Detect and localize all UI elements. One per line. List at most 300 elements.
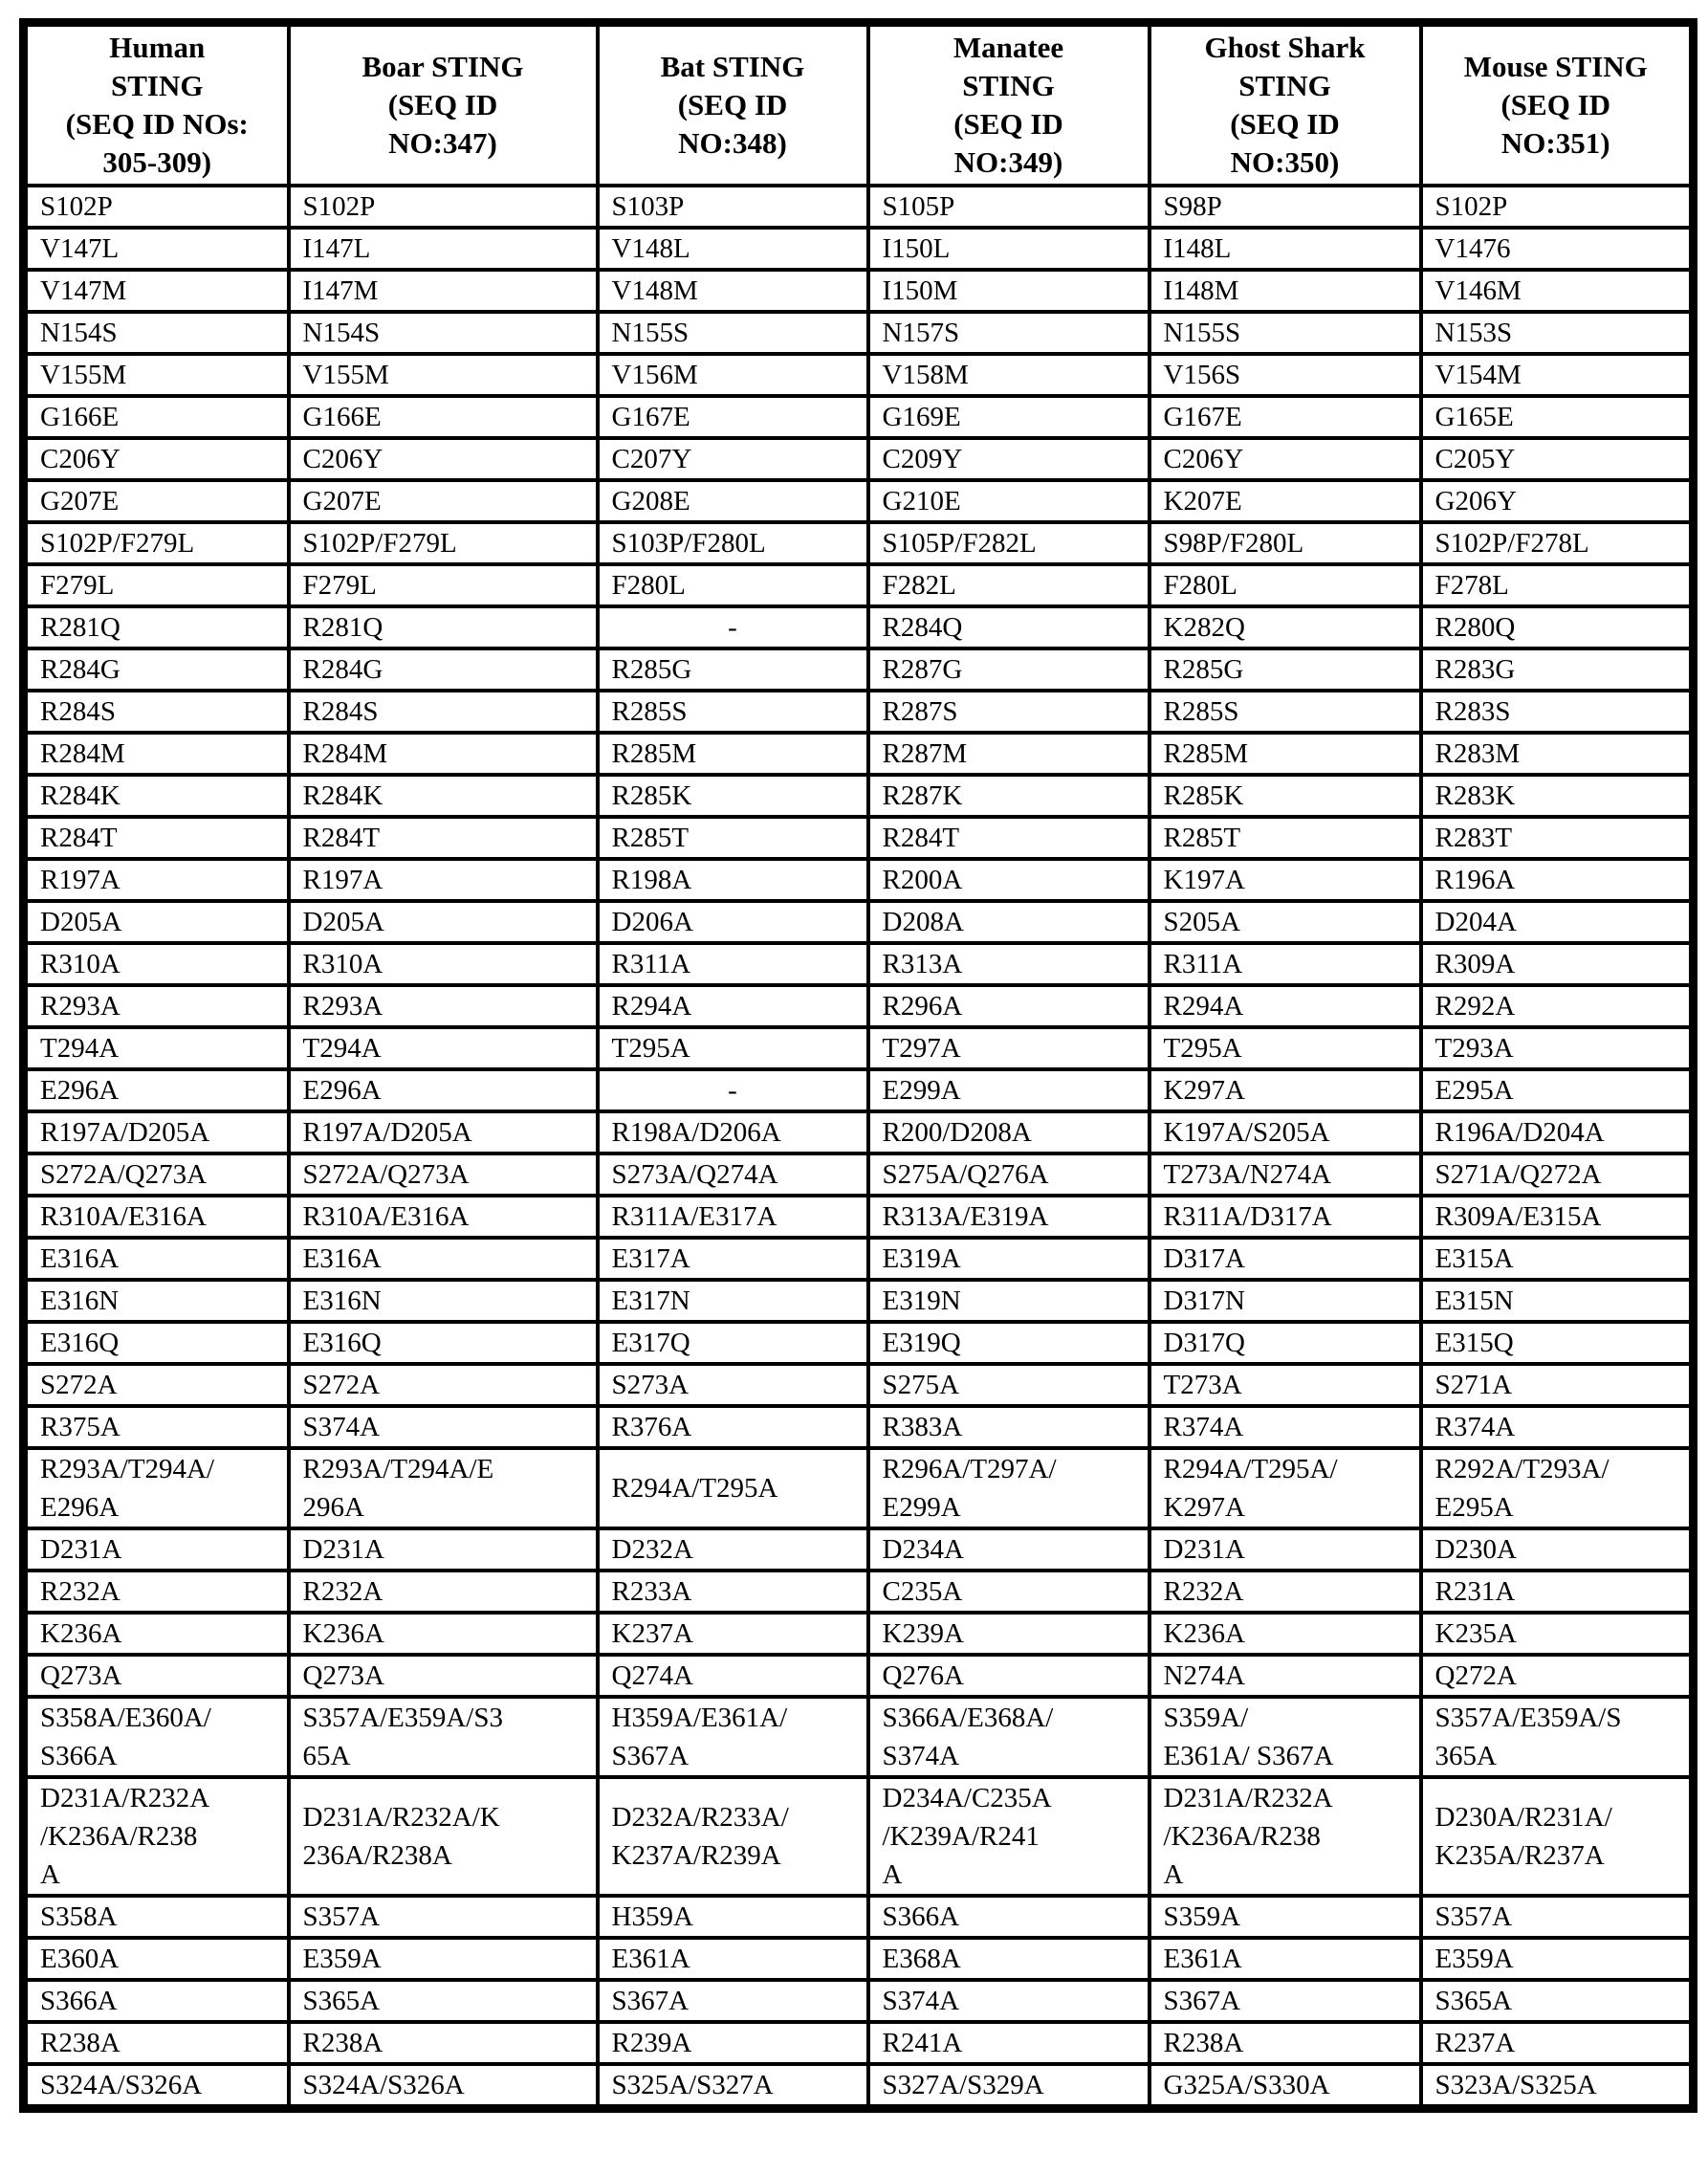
table-cell: R287M: [868, 733, 1150, 775]
table-cell: R310A/E316A: [24, 1196, 289, 1238]
table-cell: E368A: [868, 1938, 1150, 1980]
table-cell: S367A: [1150, 1980, 1421, 2022]
table-cell: E316A: [24, 1238, 289, 1280]
table-cell: D231A/R232A/K 236A/R238A: [289, 1777, 598, 1896]
table-cell: D230A: [1421, 1528, 1694, 1571]
table-cell: R309A: [1421, 943, 1694, 985]
table-cell: R284T: [289, 817, 598, 859]
table-cell: D232A: [598, 1528, 868, 1571]
table-row: [24, 1777, 1694, 1896]
table-cell: R287G: [868, 648, 1150, 691]
table-cell: K239A: [868, 1613, 1150, 1655]
table-row: [24, 1528, 1694, 1571]
table-cell: T273A/N274A: [1150, 1153, 1421, 1196]
table-cell: R285K: [1150, 775, 1421, 817]
table-cell: F279L: [24, 564, 289, 606]
table-cell: E295A: [1421, 1069, 1694, 1111]
table-cell: R283T: [1421, 817, 1694, 859]
table-row: [24, 859, 1694, 901]
table-cell: E316Q: [289, 1322, 598, 1364]
table-cell: R239A: [598, 2022, 868, 2064]
table-cell: R283M: [1421, 733, 1694, 775]
table-cell: R232A: [24, 1571, 289, 1613]
table-cell: R197A/D205A: [289, 1111, 598, 1153]
table-cell: Q274A: [598, 1655, 868, 1697]
table-cell: E316A: [289, 1238, 598, 1280]
table-row: [24, 1027, 1694, 1069]
table-cell: V147M: [24, 270, 289, 312]
table-row: [24, 270, 1694, 312]
table-cell: R200A: [868, 859, 1150, 901]
table-row: [24, 1655, 1694, 1697]
table-cell: D231A: [24, 1528, 289, 1571]
table-cell: R296A: [868, 985, 1150, 1027]
table-cell: F280L: [1150, 564, 1421, 606]
table-cell: D205A: [289, 901, 598, 943]
table-row: [24, 480, 1694, 522]
table-cell: S272A/Q273A: [289, 1153, 598, 1196]
table-cell: S366A/E368A/ S374A: [868, 1697, 1150, 1777]
table-cell: R284S: [24, 691, 289, 733]
table-row: [24, 1697, 1694, 1777]
table-cell: N157S: [868, 312, 1150, 354]
table-cell: S324A/S326A: [289, 2064, 598, 2109]
table-cell: R285G: [1150, 648, 1421, 691]
table-cell: T297A: [868, 1027, 1150, 1069]
table-cell: S102P/F279L: [289, 522, 598, 564]
table-cell: C206Y: [24, 438, 289, 480]
table-cell: R285S: [598, 691, 868, 733]
table-cell: R196A: [1421, 859, 1694, 901]
table-cell: V156S: [1150, 354, 1421, 396]
table-cell: R283G: [1421, 648, 1694, 691]
table-cell: S357A: [289, 1896, 598, 1938]
table-cell: S327A/S329A: [868, 2064, 1150, 2109]
table-cell: V155M: [289, 354, 598, 396]
table-cell: E361A: [598, 1938, 868, 1980]
table-row: [24, 1406, 1694, 1448]
table-row: [24, 1938, 1694, 1980]
table-cell: S365A: [289, 1980, 598, 2022]
table-cell: N153S: [1421, 312, 1694, 354]
table-cell: S102P/F278L: [1421, 522, 1694, 564]
table-cell: R285T: [598, 817, 868, 859]
table-cell: G210E: [868, 480, 1150, 522]
table-cell: R292A/T293A/ E295A: [1421, 1448, 1694, 1528]
table-cell: S365A: [1421, 1980, 1694, 2022]
table-cell: T294A: [24, 1027, 289, 1069]
table-cell: E315N: [1421, 1280, 1694, 1322]
table-row: [24, 1069, 1694, 1111]
table-cell: E299A: [868, 1069, 1150, 1111]
table-cell: V148L: [598, 228, 868, 270]
table-cell: D317A: [1150, 1238, 1421, 1280]
table-cell: R374A: [1421, 1406, 1694, 1448]
table-cell: I150M: [868, 270, 1150, 312]
table-cell: R285K: [598, 775, 868, 817]
table-cell: R284Q: [868, 606, 1150, 648]
table-cell: R292A: [1421, 985, 1694, 1027]
table-row: [24, 775, 1694, 817]
table-cell: R310A: [24, 943, 289, 985]
table-cell: K197A: [1150, 859, 1421, 901]
table-row: [24, 1322, 1694, 1364]
table-cell: K236A: [1150, 1613, 1421, 1655]
table-cell: S324A/S326A: [24, 2064, 289, 2109]
table-cell: G325A/S330A: [1150, 2064, 1421, 2109]
table-cell: E319A: [868, 1238, 1150, 1280]
table-cell: R280Q: [1421, 606, 1694, 648]
table-cell: R383A: [868, 1406, 1150, 1448]
table-cell: S366A: [24, 1980, 289, 2022]
table-cell: E296A: [289, 1069, 598, 1111]
table-cell: R375A: [24, 1406, 289, 1448]
table-cell: Q273A: [289, 1655, 598, 1697]
table-cell: R281Q: [289, 606, 598, 648]
table-cell: H359A: [598, 1896, 868, 1938]
table-cell: R309A/E315A: [1421, 1196, 1694, 1238]
table-cell: S205A: [1150, 901, 1421, 943]
table-row: [24, 901, 1694, 943]
table-cell: D234A: [868, 1528, 1150, 1571]
table-cell: S272A/Q273A: [24, 1153, 289, 1196]
table-row: [24, 1238, 1694, 1280]
table-cell: S102P/F279L: [24, 522, 289, 564]
table-cell: E315A: [1421, 1238, 1694, 1280]
table-cell: G166E: [24, 396, 289, 438]
column-header: Human STING (SEQ ID NOs: 305-309): [24, 23, 289, 187]
table-cell: E296A: [24, 1069, 289, 1111]
table-row: [24, 564, 1694, 606]
table-cell: S323A/S325A: [1421, 2064, 1694, 2109]
table-cell: S105P: [868, 186, 1150, 228]
table-cell: D208A: [868, 901, 1150, 943]
table-cell: R311A: [598, 943, 868, 985]
table-cell: N274A: [1150, 1655, 1421, 1697]
table-cell: C235A: [868, 1571, 1150, 1613]
table-cell: H359A/E361A/ S367A: [598, 1697, 868, 1777]
column-header: Bat STING (SEQ ID NO:348): [598, 23, 868, 187]
table-cell: S103P: [598, 186, 868, 228]
table-cell: S275A/Q276A: [868, 1153, 1150, 1196]
table-cell: R311A: [1150, 943, 1421, 985]
table-cell: S273A: [598, 1364, 868, 1406]
table-cell: F278L: [1421, 564, 1694, 606]
table-cell: R311A/D317A: [1150, 1196, 1421, 1238]
header-row: [24, 23, 1694, 187]
table-cell: R283S: [1421, 691, 1694, 733]
table-cell: S325A/S327A: [598, 2064, 868, 2109]
table-row: [24, 1448, 1694, 1528]
table-cell: G207E: [24, 480, 289, 522]
table-cell: S357A/E359A/S3 65A: [289, 1697, 598, 1777]
table-cell: C205Y: [1421, 438, 1694, 480]
table-cell: R197A: [289, 859, 598, 901]
table-cell: R232A: [1150, 1571, 1421, 1613]
table-cell: V158M: [868, 354, 1150, 396]
table-cell: S357A: [1421, 1896, 1694, 1938]
table-row: [24, 1280, 1694, 1322]
table-cell: D231A/R232A /K236A/R238 A: [24, 1777, 289, 1896]
table-body: [24, 186, 1694, 2109]
table-row: [24, 817, 1694, 859]
table-cell: D231A: [1150, 1528, 1421, 1571]
table-cell: C207Y: [598, 438, 868, 480]
table-cell: R283K: [1421, 775, 1694, 817]
table-cell: C206Y: [289, 438, 598, 480]
table-cell: T294A: [289, 1027, 598, 1069]
table-cell: E317N: [598, 1280, 868, 1322]
sting-mutation-table: [19, 18, 1697, 2113]
table-cell: N154S: [24, 312, 289, 354]
table-cell: -: [598, 1069, 868, 1111]
table-cell: R294A/T295A: [598, 1448, 868, 1528]
table-cell: R374A: [1150, 1406, 1421, 1448]
table-cell: S367A: [598, 1980, 868, 2022]
table-cell: K197A/S205A: [1150, 1111, 1421, 1153]
table-cell: S357A/E359A/S 365A: [1421, 1697, 1694, 1777]
table-cell: R233A: [598, 1571, 868, 1613]
table-cell: E360A: [24, 1938, 289, 1980]
table-cell: R241A: [868, 2022, 1150, 2064]
table-cell: E359A: [1421, 1938, 1694, 1980]
table-row: [24, 648, 1694, 691]
table-cell: R284K: [289, 775, 598, 817]
table-cell: -: [598, 606, 868, 648]
table-row: [24, 1571, 1694, 1613]
table-cell: R313A/E319A: [868, 1196, 1150, 1238]
table-cell: S102P: [289, 186, 598, 228]
table-cell: R285G: [598, 648, 868, 691]
table-cell: N155S: [1150, 312, 1421, 354]
table-cell: S272A: [24, 1364, 289, 1406]
table-cell: G167E: [598, 396, 868, 438]
column-header: Boar STING (SEQ ID NO:347): [289, 23, 598, 187]
table-cell: R285M: [1150, 733, 1421, 775]
column-header: Manatee STING (SEQ ID NO:349): [868, 23, 1150, 187]
table-cell: S98P/F280L: [1150, 522, 1421, 564]
table-cell: E317Q: [598, 1322, 868, 1364]
table-row: [24, 186, 1694, 228]
table-cell: E316N: [289, 1280, 598, 1322]
table-cell: R237A: [1421, 2022, 1694, 2064]
table-cell: G208E: [598, 480, 868, 522]
table-cell: S271A: [1421, 1364, 1694, 1406]
table-cell: K237A: [598, 1613, 868, 1655]
table-cell: S275A: [868, 1364, 1150, 1406]
table-cell: Q276A: [868, 1655, 1150, 1697]
table-cell: R285S: [1150, 691, 1421, 733]
table-cell: G167E: [1150, 396, 1421, 438]
table-cell: R284M: [24, 733, 289, 775]
table-cell: D206A: [598, 901, 868, 943]
table-cell: G206Y: [1421, 480, 1694, 522]
table-cell: N154S: [289, 312, 598, 354]
table-cell: R287S: [868, 691, 1150, 733]
table-cell: R293A: [24, 985, 289, 1027]
table-cell: R231A: [1421, 1571, 1694, 1613]
table-cell: S98P: [1150, 186, 1421, 228]
table-cell: R284G: [289, 648, 598, 691]
column-header: Mouse STING (SEQ ID NO:351): [1421, 23, 1694, 187]
table-cell: R284G: [24, 648, 289, 691]
table-row: [24, 1364, 1694, 1406]
table-cell: K236A: [24, 1613, 289, 1655]
table-cell: R284S: [289, 691, 598, 733]
table-cell: R198A: [598, 859, 868, 901]
table-cell: V154M: [1421, 354, 1694, 396]
table-cell: T295A: [598, 1027, 868, 1069]
table-row: [24, 1196, 1694, 1238]
table-cell: F279L: [289, 564, 598, 606]
table-cell: D231A/R232A /K236A/R238 A: [1150, 1777, 1421, 1896]
table-cell: E315Q: [1421, 1322, 1694, 1364]
table-cell: R284T: [24, 817, 289, 859]
table-cell: T293A: [1421, 1027, 1694, 1069]
table-cell: R310A/E316A: [289, 1196, 598, 1238]
table-cell: D231A: [289, 1528, 598, 1571]
table-cell: R376A: [598, 1406, 868, 1448]
table-cell: S102P: [1421, 186, 1694, 228]
table-cell: R311A/E317A: [598, 1196, 868, 1238]
table-row: [24, 2022, 1694, 2064]
table-cell: V1476: [1421, 228, 1694, 270]
table-cell: S358A: [24, 1896, 289, 1938]
table-cell: R197A: [24, 859, 289, 901]
table-cell: R310A: [289, 943, 598, 985]
table-cell: S359A: [1150, 1896, 1421, 1938]
table-cell: R296A/T297A/ E299A: [868, 1448, 1150, 1528]
table-cell: S374A: [289, 1406, 598, 1448]
table-cell: F282L: [868, 564, 1150, 606]
table-cell: I148M: [1150, 270, 1421, 312]
table-row: [24, 2064, 1694, 2109]
table-cell: R284K: [24, 775, 289, 817]
table-cell: I147M: [289, 270, 598, 312]
table-cell: C206Y: [1150, 438, 1421, 480]
table-cell: R285T: [1150, 817, 1421, 859]
table-row: [24, 1111, 1694, 1153]
table-cell: R294A: [598, 985, 868, 1027]
table-cell: E361A: [1150, 1938, 1421, 1980]
table-cell: R313A: [868, 943, 1150, 985]
table-cell: S374A: [868, 1980, 1150, 2022]
table-cell: Q272A: [1421, 1655, 1694, 1697]
table-cell: D205A: [24, 901, 289, 943]
table-cell: E319Q: [868, 1322, 1150, 1364]
table-cell: F280L: [598, 564, 868, 606]
table-cell: R232A: [289, 1571, 598, 1613]
table-row: [24, 691, 1694, 733]
table-row: [24, 438, 1694, 480]
table-cell: R281Q: [24, 606, 289, 648]
table-cell: K297A: [1150, 1069, 1421, 1111]
table-cell: S358A/E360A/ S366A: [24, 1697, 289, 1777]
table-cell: V148M: [598, 270, 868, 312]
table-cell: T273A: [1150, 1364, 1421, 1406]
table-row: [24, 943, 1694, 985]
table-row: [24, 522, 1694, 564]
table-cell: R238A: [1150, 2022, 1421, 2064]
table-cell: D230A/R231A/ K235A/R237A: [1421, 1777, 1694, 1896]
table-cell: S273A/Q274A: [598, 1153, 868, 1196]
table-cell: K282Q: [1150, 606, 1421, 648]
table-cell: Q273A: [24, 1655, 289, 1697]
table-cell: S271A/Q272A: [1421, 1153, 1694, 1196]
table-cell: V155M: [24, 354, 289, 396]
table-row: [24, 228, 1694, 270]
table-cell: C209Y: [868, 438, 1150, 480]
table-row: [24, 354, 1694, 396]
table-cell: G165E: [1421, 396, 1694, 438]
table-cell: V156M: [598, 354, 868, 396]
table-cell: E359A: [289, 1938, 598, 1980]
table-row: [24, 396, 1694, 438]
table-cell: R284T: [868, 817, 1150, 859]
table-cell: R293A: [289, 985, 598, 1027]
table-cell: G207E: [289, 480, 598, 522]
table-cell: G169E: [868, 396, 1150, 438]
table-row: [24, 1980, 1694, 2022]
table-cell: I148L: [1150, 228, 1421, 270]
table-cell: I150L: [868, 228, 1150, 270]
table-cell: V147L: [24, 228, 289, 270]
table-cell: T295A: [1150, 1027, 1421, 1069]
table-row: [24, 606, 1694, 648]
table-cell: D317Q: [1150, 1322, 1421, 1364]
table-row: [24, 733, 1694, 775]
table-cell: G166E: [289, 396, 598, 438]
table-row: [24, 312, 1694, 354]
table-row: [24, 1896, 1694, 1938]
column-header: Ghost Shark STING (SEQ ID NO:350): [1150, 23, 1421, 187]
table-cell: K235A: [1421, 1613, 1694, 1655]
table-cell: R294A/T295A/ K297A: [1150, 1448, 1421, 1528]
table-cell: S105P/F282L: [868, 522, 1150, 564]
table-cell: R293A/T294A/E 296A: [289, 1448, 598, 1528]
table-cell: I147L: [289, 228, 598, 270]
table-cell: D234A/C235A /K239A/R241 A: [868, 1777, 1150, 1896]
table-cell: D317N: [1150, 1280, 1421, 1322]
table-cell: R238A: [289, 2022, 598, 2064]
table-row: [24, 1613, 1694, 1655]
table-cell: R294A: [1150, 985, 1421, 1027]
table-cell: R198A/D206A: [598, 1111, 868, 1153]
table-cell: E316N: [24, 1280, 289, 1322]
table-cell: R285M: [598, 733, 868, 775]
table-cell: S103P/F280L: [598, 522, 868, 564]
table-cell: E316Q: [24, 1322, 289, 1364]
table-cell: R293A/T294A/ E296A: [24, 1448, 289, 1528]
table-cell: S272A: [289, 1364, 598, 1406]
table-cell: R238A: [24, 2022, 289, 2064]
table-cell: D232A/R233A/ K237A/R239A: [598, 1777, 868, 1896]
table-row: [24, 1153, 1694, 1196]
table-cell: R200/D208A: [868, 1111, 1150, 1153]
table-cell: K207E: [1150, 480, 1421, 522]
table-cell: E317A: [598, 1238, 868, 1280]
table-cell: S102P: [24, 186, 289, 228]
table-cell: E319N: [868, 1280, 1150, 1322]
table-row: [24, 985, 1694, 1027]
table-cell: V146M: [1421, 270, 1694, 312]
table-cell: R197A/D205A: [24, 1111, 289, 1153]
table-cell: R287K: [868, 775, 1150, 817]
table-cell: R196A/D204A: [1421, 1111, 1694, 1153]
table-cell: D204A: [1421, 901, 1694, 943]
table-cell: R284M: [289, 733, 598, 775]
table-cell: S366A: [868, 1896, 1150, 1938]
